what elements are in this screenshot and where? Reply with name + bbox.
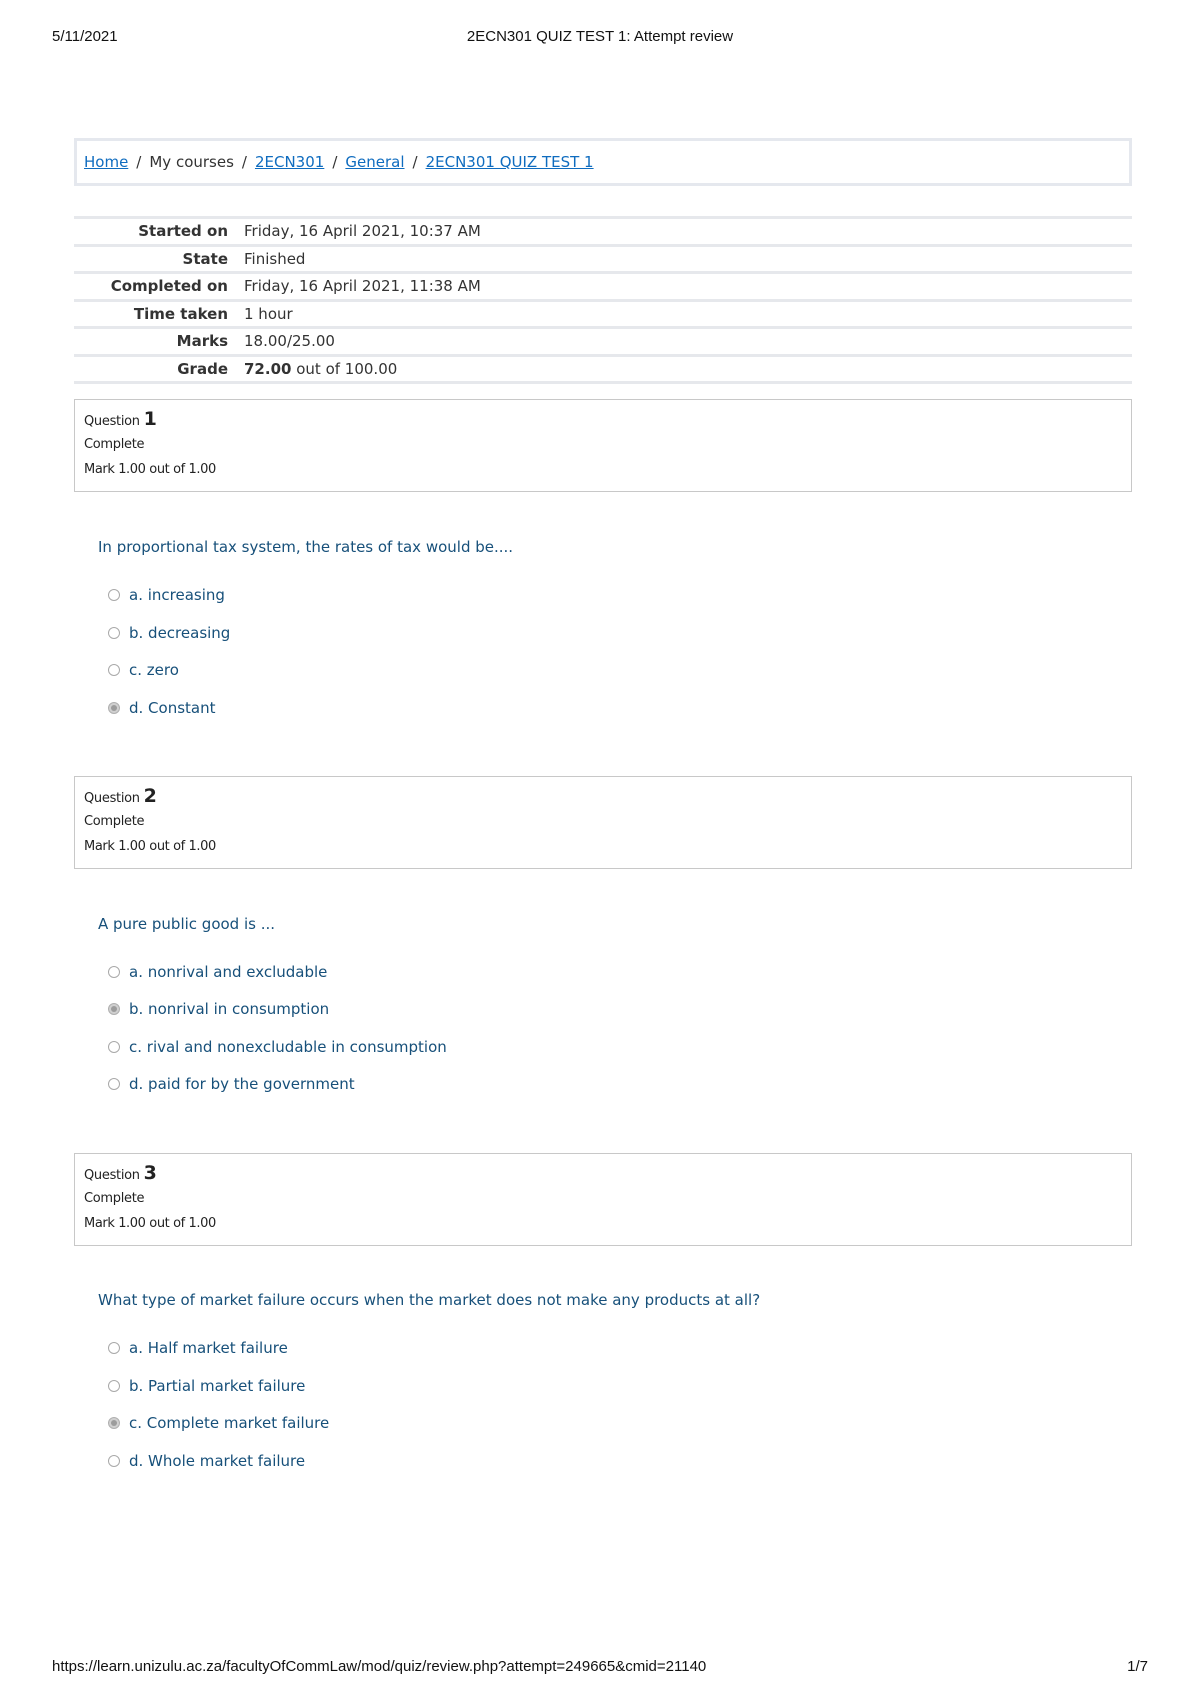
summary-label: State bbox=[182, 249, 228, 268]
summary-label: Time taken bbox=[133, 304, 228, 323]
breadcrumb-section-link[interactable]: General bbox=[345, 153, 405, 171]
answer-option[interactable]: a. nonrival and excludable bbox=[108, 963, 327, 981]
summary-value: 1 hour bbox=[244, 304, 293, 323]
answer-option[interactable]: d. paid for by the government bbox=[108, 1075, 355, 1093]
breadcrumb-my-courses: My courses bbox=[149, 153, 234, 171]
radio-button[interactable] bbox=[108, 589, 120, 601]
question-info-1 bbox=[74, 399, 1132, 492]
answer-option[interactable]: d. Whole market failure bbox=[108, 1452, 305, 1470]
summary-row-completed-on bbox=[74, 273, 1132, 301]
summary-row-state bbox=[74, 245, 1132, 273]
question-number: Question 1 bbox=[84, 408, 157, 430]
radio-button-checked[interactable] bbox=[108, 1003, 120, 1015]
question-text: What type of market failure occurs when the market does not make any products at all? bbox=[98, 1291, 761, 1309]
print-url: https://learn.unizulu.ac.za/facultyOfCommLaw/mod/quiz/review.php?attempt=249665&cmid=21140 bbox=[52, 1658, 707, 1675]
breadcrumb-separator: / bbox=[241, 153, 247, 171]
breadcrumb-quiz-link[interactable]: 2ECN301 QUIZ TEST 1 bbox=[425, 153, 594, 171]
answer-option-selected[interactable]: d. Constant bbox=[108, 699, 216, 717]
summary-value: Finished bbox=[244, 249, 306, 268]
breadcrumb-separator: / bbox=[412, 153, 418, 171]
print-footer bbox=[52, 1658, 1148, 1680]
answer-option[interactable]: c. rival and nonexcludable in consumption bbox=[108, 1038, 447, 1056]
question-info-3 bbox=[74, 1153, 1132, 1246]
answer-option[interactable]: a. increasing bbox=[108, 586, 225, 604]
breadcrumb-home-link[interactable]: Home bbox=[84, 153, 129, 171]
summary-value: Friday, 16 April 2021, 10:37 AM bbox=[244, 222, 481, 241]
summary-row-marks bbox=[74, 328, 1132, 356]
attempt-summary-table bbox=[74, 216, 1132, 384]
answer-option-selected[interactable]: b. nonrival in consumption bbox=[108, 1000, 329, 1018]
question-number: Question 3 bbox=[84, 1162, 157, 1184]
question-state: Complete bbox=[84, 437, 145, 452]
answer-option-selected[interactable]: c. Complete market failure bbox=[108, 1414, 329, 1432]
print-date: 5/11/2021 bbox=[52, 28, 118, 45]
summary-row-grade bbox=[74, 355, 1132, 383]
radio-button[interactable] bbox=[108, 1342, 120, 1354]
summary-label: Marks bbox=[176, 332, 228, 351]
question-grade: Mark 1.00 out of 1.00 bbox=[84, 462, 216, 477]
summary-label: Started on bbox=[138, 222, 228, 241]
radio-button[interactable] bbox=[108, 1380, 120, 1392]
radio-button-checked[interactable] bbox=[108, 702, 120, 714]
grade-score: 72.00 bbox=[244, 359, 292, 378]
grade-out-of: out of 100.00 bbox=[296, 359, 398, 378]
print-page-number: 1/7 bbox=[1127, 1658, 1148, 1675]
summary-value: Friday, 16 April 2021, 11:38 AM bbox=[244, 277, 481, 296]
radio-button[interactable] bbox=[108, 966, 120, 978]
radio-button[interactable] bbox=[108, 1455, 120, 1467]
print-header bbox=[52, 28, 1148, 50]
radio-button[interactable] bbox=[108, 1041, 120, 1053]
question-text: A pure public good is ... bbox=[98, 915, 276, 933]
breadcrumb-separator: / bbox=[332, 153, 338, 171]
summary-row-time-taken bbox=[74, 300, 1132, 328]
print-page-title: 2ECN301 QUIZ TEST 1: Attempt review bbox=[466, 28, 734, 45]
radio-button[interactable] bbox=[108, 1078, 120, 1090]
question-grade: Mark 1.00 out of 1.00 bbox=[84, 839, 216, 854]
question-state: Complete bbox=[84, 1191, 145, 1206]
breadcrumb bbox=[74, 138, 1132, 186]
question-number: Question 2 bbox=[84, 785, 157, 807]
summary-value bbox=[244, 355, 1132, 383]
radio-button[interactable] bbox=[108, 627, 120, 639]
radio-button[interactable] bbox=[108, 664, 120, 676]
question-text: In proportional tax system, the rates of tax would be.... bbox=[98, 538, 514, 556]
summary-label: Grade bbox=[177, 359, 228, 378]
answer-option[interactable]: c. zero bbox=[108, 661, 179, 679]
radio-button-checked[interactable] bbox=[108, 1417, 120, 1429]
answer-option[interactable]: b. decreasing bbox=[108, 624, 230, 642]
answer-option[interactable]: a. Half market failure bbox=[108, 1339, 288, 1357]
breadcrumb-course-link[interactable]: 2ECN301 bbox=[254, 153, 325, 171]
question-state: Complete bbox=[84, 814, 145, 829]
summary-value: 18.00/25.00 bbox=[244, 332, 335, 351]
summary-label: Completed on bbox=[110, 277, 228, 296]
question-grade: Mark 1.00 out of 1.00 bbox=[84, 1216, 216, 1231]
summary-row-started-on bbox=[74, 218, 1132, 246]
answer-option[interactable]: b. Partial market failure bbox=[108, 1377, 305, 1395]
breadcrumb-separator: / bbox=[136, 153, 142, 171]
question-info-2 bbox=[74, 776, 1132, 869]
